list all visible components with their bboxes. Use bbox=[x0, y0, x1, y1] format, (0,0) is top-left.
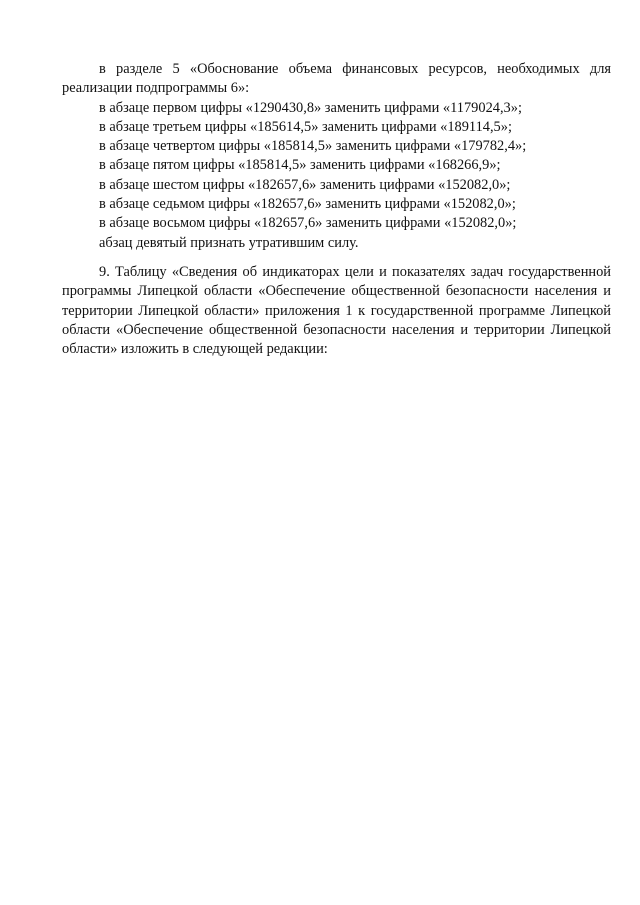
amendment-item-6: в абзаце седьмом цифры «182657,6» заменить цифрами «152082,0»; bbox=[99, 196, 516, 213]
amendment-item-1: в абзаце первом цифры «1290430,8» заменить цифрами «1179024,3»; bbox=[99, 99, 522, 116]
amendment-item-3: в абзаце четвертом цифры «185814,5» заменить цифрами «179782,4»; bbox=[99, 138, 527, 155]
section-5-amendments bbox=[62, 60, 611, 253]
amendment-item-7: в абзаце восьмом цифры «182657,6» заменить цифрами «152082,0»; bbox=[99, 215, 517, 232]
amendment-item-2: в абзаце третьем цифры «185614,5» заменить цифрами «189114,5»; bbox=[99, 118, 512, 135]
item-9-paragraph: 9. Таблицу «Сведения об индикаторах цели и показателях задач государственной программы Липецкой области «Обеспечение общественной безопасности населения и территории Липецкой области» приложения 1 к государственной программе Липецкой области «Обеспечение общественной безопасности населения и территории Липецкой области» изложить в следующей редакции: bbox=[62, 264, 611, 358]
amendment-item-4: в абзаце пятом цифры «185814,5» заменить цифрами «168266,9»; bbox=[99, 157, 501, 174]
amendment-item-8: абзац девятый признать утратившим силу. bbox=[99, 234, 359, 251]
amendment-item-5: в абзаце шестом цифры «182657,6» заменить цифрами «152082,0»; bbox=[99, 176, 511, 193]
section-5-intro: в разделе 5 «Обоснование объема финансовых ресурсов, необходимых для реализации подпрограммы 6»: bbox=[62, 61, 611, 97]
item-9-paragraph-block bbox=[62, 263, 611, 359]
